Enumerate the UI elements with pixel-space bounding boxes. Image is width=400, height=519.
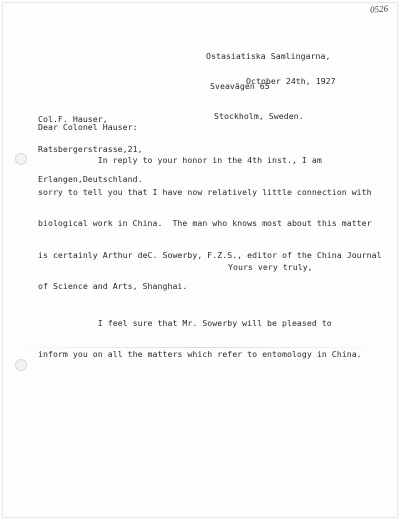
- sender-address: [206, 31, 330, 141]
- closing: Yours very truly,: [228, 262, 313, 272]
- punch-hole: [15, 153, 27, 165]
- salutation: Dear Colonel Hauser:: [38, 122, 138, 132]
- sender-line: Stockholm, Sweden.: [214, 111, 304, 121]
- body-line: is certainly Arthur deC. Sowerby, F.Z.S., editor of the China Journal: [38, 249, 382, 260]
- letter-body: [38, 135, 382, 381]
- archive-number: 0526: [369, 3, 389, 15]
- body-line: of Science and Arts, Shanghai.: [38, 281, 188, 291]
- sender-line: Sveavägen 65: [210, 81, 270, 91]
- punch-hole: [15, 359, 27, 371]
- body-line: In reply to your honor in the 4th inst., I am: [38, 155, 322, 165]
- fold-line: [2, 347, 396, 348]
- sender-line: Ostasiatiska Samlingarna,: [206, 51, 331, 61]
- recipient-line: Col.F. Hauser,: [38, 114, 108, 124]
- body-line: sorry to tell you that I have now relatively little connection with: [38, 186, 372, 197]
- body-line: I feel sure that Mr. Sowerby will be pleased to: [38, 317, 332, 328]
- recipient-line: Ratsbergerstrasse,21,: [38, 144, 143, 154]
- letter-date: October 24th, 1927: [246, 76, 336, 86]
- body-line: inform you on all the matters which refer to entomology in China.: [38, 349, 362, 359]
- body-line: biological work in China. The man who knows most about this matter: [38, 218, 372, 228]
- recipient-line: Erlangen,Deutschland.: [38, 174, 143, 184]
